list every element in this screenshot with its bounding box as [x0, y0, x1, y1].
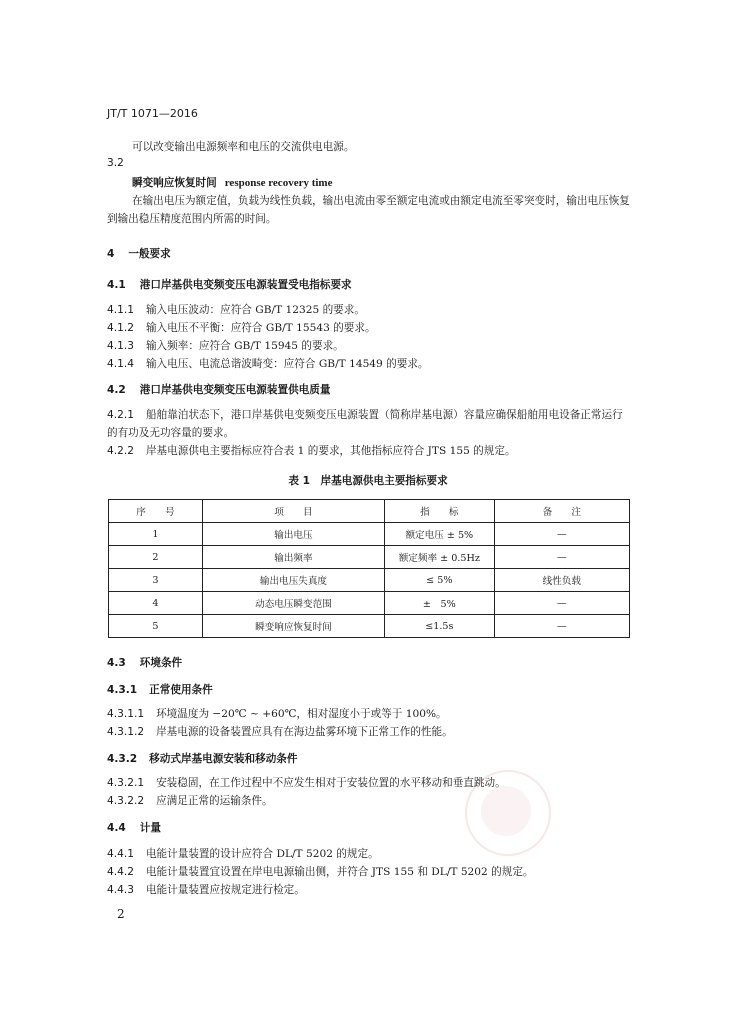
table-cell: ≤ 5% [385, 569, 494, 592]
clause-4-3-2-1 [107, 775, 506, 791]
clause-number: 4.2.2 [107, 445, 134, 457]
table-cell: 输出电压失真度 [202, 569, 384, 592]
table-header-cell: 指 标 [385, 500, 494, 523]
clause-4-2-2 [107, 443, 516, 459]
clause-text: 电能计量装置的设计应符合 DL/T 5202 的规定。 [145, 848, 379, 860]
clause-text: 电能计量装置应按规定进行检定。 [145, 884, 305, 896]
clause-text: 输入频率：应符合 GB/T 15945 的要求。 [145, 340, 344, 352]
clause-4-1-2 [107, 320, 376, 336]
clause-number: 4.1.4 [107, 358, 134, 370]
table-row [109, 592, 630, 615]
section-4-title: 一般要求 [128, 248, 171, 260]
table-row [109, 523, 630, 546]
clause-4-1-1 [107, 302, 365, 318]
page-number: 2 [117, 907, 125, 921]
table-cell: 输出频率 [202, 546, 384, 569]
clause-4-3-1-1 [107, 706, 447, 722]
clause-4-4-3 [107, 882, 305, 898]
section-4-1-heading [107, 277, 352, 292]
section-4-4-title: 计量 [139, 822, 161, 834]
table-row [109, 546, 630, 569]
table-cell: 线性负载 [494, 569, 629, 592]
clause-text: 输入电压波动：应符合 GB/T 12325 的要求。 [145, 304, 365, 316]
section-3-2-number: 3.2 [107, 157, 124, 169]
clause-number: 4.4.2 [107, 866, 134, 878]
table-cell: 3 [109, 569, 203, 592]
section-4-3-2-heading [107, 751, 297, 766]
watermark-seal [465, 770, 551, 856]
table-header-cell: 序 号 [109, 500, 203, 523]
clause-number: 4.1.1 [107, 304, 134, 316]
spec-table [108, 499, 630, 638]
section-4-2-heading [107, 382, 330, 397]
clause-text: 电能计量装置宜设置在岸电电源输出侧，并符合 JTS 155 和 DL/T 5202 的规定。 [145, 866, 534, 878]
section-4-3-1-heading [107, 682, 213, 697]
section-4-3-1-title: 正常使用条件 [149, 684, 213, 696]
table-header-row [109, 500, 630, 523]
term-definition: 在输出电压为额定值，负载为线性负载，输出电流由零至额定电流或由额定电流至零突变时，输出电压恢复到输出稳压精度范围内所需的时间。 [107, 195, 630, 225]
table-cell: — [494, 546, 629, 569]
table-cell: — [494, 523, 629, 546]
intro-line: 可以改变输出电源频率和电压的交流供电电源。 [132, 141, 355, 153]
clause-4-4-2 [107, 864, 534, 880]
table-cell: 瞬变响应恢复时间 [202, 615, 384, 638]
clause-4-4-1 [107, 846, 379, 862]
clause-4-3-2-2 [107, 793, 273, 809]
clause-4-1-3 [107, 338, 344, 354]
term-chinese: 瞬变响应恢复时间 [132, 177, 217, 189]
section-4-2-number: 4.2 [107, 384, 126, 396]
table-cell: 动态电压瞬变范围 [202, 592, 384, 615]
clause-number: 4.4.1 [107, 848, 134, 860]
table-cell: — [494, 592, 629, 615]
clause-number: 4.1.2 [107, 322, 134, 334]
clause-4-2-1 [107, 406, 630, 442]
table-cell: 2 [109, 546, 203, 569]
clause-number: 4.3.1.1 [107, 708, 145, 720]
table-cell: 额定频率 ± 0.5Hz [385, 546, 494, 569]
clause-number: 4.3.1.2 [107, 726, 145, 738]
table-cell: 1 [109, 523, 203, 546]
document-header-id: JT/T 1071—2016 [107, 107, 198, 120]
section-4-3-number: 4.3 [107, 657, 126, 669]
table-caption: 表 1 岸基电源供电主要指标要求 [288, 475, 448, 487]
section-4-3-heading [107, 655, 182, 670]
table-cell: 5 [109, 615, 203, 638]
clause-text: 输入电压、电流总谐波畸变：应符合 GB/T 14549 的要求。 [145, 358, 429, 370]
clause-4-3-1-2 [107, 724, 453, 740]
section-4-1-title: 港口岸基供电变频变压电源装置受电指标要求 [139, 279, 352, 291]
table-cell: ≤1.5s [385, 615, 494, 638]
table-cell: — [494, 615, 629, 638]
section-4-number: 4 [107, 248, 115, 260]
table-cell: 输出电压 [202, 523, 384, 546]
section-4-1-number: 4.1 [107, 279, 126, 291]
section-4-3-2-number: 4.3.2 [107, 753, 138, 765]
clause-text: 安装稳固，在工作过程中不应发生相对于安装位置的水平移动和垂直跳动。 [156, 777, 506, 789]
table-row [109, 569, 630, 592]
clause-4-1-4 [107, 356, 429, 372]
clause-text: 船舶靠泊状态下，港口岸基供电变频变压电源装置（简称岸基电源）容量应确保船舶用电设备正常运行的有功及无功容量的要求。 [107, 409, 623, 439]
section-4-3-1-number: 4.3.1 [107, 684, 138, 696]
clause-text: 岸基电源的设备装置应具有在海边盐雾环境下正常工作的性能。 [156, 726, 453, 738]
section-4-3-title: 环境条件 [139, 657, 183, 669]
table-header-cell: 备 注 [494, 500, 629, 523]
section-4-4-number: 4.4 [107, 822, 126, 834]
term-english: response recovery time [224, 177, 333, 189]
section-4-heading [107, 246, 171, 261]
clause-number: 4.4.3 [107, 884, 134, 896]
clause-number: 4.3.2.2 [107, 795, 145, 807]
clause-text: 岸基电源供电主要指标应符合表 1 的要求，其他指标应符合 JTS 155 的规定。 [145, 445, 516, 457]
table-cell: 额定电压 ± 5% [385, 523, 494, 546]
table-cell: 4 [109, 592, 203, 615]
clause-number: 4.3.2.1 [107, 777, 145, 789]
clause-number: 4.1.3 [107, 340, 134, 352]
section-4-3-2-title: 移动式岸基电源安装和移动条件 [149, 753, 298, 765]
section-4-2-title: 港口岸基供电变频变压电源装置供电质量 [139, 384, 331, 396]
term-entry [132, 175, 332, 191]
clause-text: 输入电压不平衡：应符合 GB/T 15543 的要求。 [145, 322, 376, 334]
clause-number: 4.2.1 [107, 409, 134, 421]
clause-text: 应满足正常的运输条件。 [156, 795, 273, 807]
section-4-4-heading [107, 820, 161, 835]
table-cell: ± 5% [385, 592, 494, 615]
table-header-cell: 项 目 [202, 500, 384, 523]
table-row [109, 615, 630, 638]
clause-text: 环境温度为 −20℃ ~ +60℃，相对湿度小于或等于 100%。 [156, 708, 447, 720]
